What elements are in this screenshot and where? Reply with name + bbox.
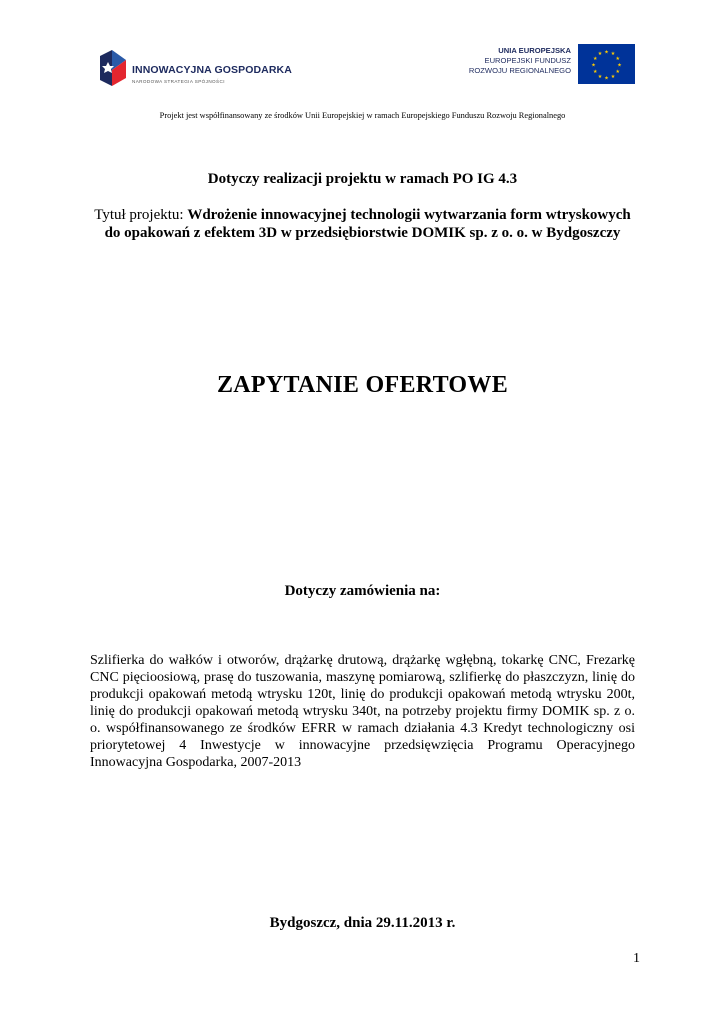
svg-text:★: ★ xyxy=(615,56,621,62)
svg-text:★: ★ xyxy=(604,49,609,56)
svg-text:★: ★ xyxy=(597,51,603,58)
eu-logo-text xyxy=(469,46,571,76)
eu-logo-line3: ROZWOJU REGIONALNEGO xyxy=(468,66,571,75)
svg-text:★: ★ xyxy=(604,75,609,82)
svg-text:★: ★ xyxy=(610,51,616,58)
svg-text:★: ★ xyxy=(615,69,621,75)
project-title-block xyxy=(90,206,635,242)
left-logo-name: INNOWACYJNA GOSPODARKA xyxy=(132,64,292,76)
left-logo-tagline: NARODOWA STRATEGIA SPÓJNOŚCI xyxy=(132,79,225,84)
innowacyjna-gospodarka-emblem-icon xyxy=(98,48,128,88)
svg-text:★: ★ xyxy=(597,73,603,80)
place-date: Bydgoszcz, dnia 29.11.2013 r. xyxy=(269,915,456,931)
page-number: 1 xyxy=(633,951,640,966)
project-title: Wdrożenie innowacyjnej technologii wytwarzania form wtryskowych do opakowań z efektem 3D w przedsiębiorstwie DOMIK sp. z o. o. w Bydgoszczy xyxy=(104,207,631,241)
eu-logo xyxy=(470,44,635,86)
document-heading: ZAPYTANIE OFERTOWE xyxy=(216,372,509,398)
svg-text:★: ★ xyxy=(591,62,596,69)
subject-line: Dotyczy realizacji projektu w ramach PO IG 4.3 xyxy=(207,171,518,187)
order-description: Szlifierka do wałków i otworów, drążarkę drutową, drążarkę wgłębną, tokarkę CNC, Frezarkę CNC pięcioosiową, prasę do tuszowania, maszynę pomiarową, szlifierkę do płaszczyzn, linię do produkcji opakowań metodą wtrysku 120t, linię do produkcji opakowań metodą wtrysku 200t, linię do produkcji opakowań metodą wtrysku 340t, na potrzeby projektu firmy DOMIK sp. z o. o. współfinansowanego ze środków EFRR w ramach działania 4.3 Kredyt technologiczny osi priorytetowej 4 Inwestycje w innowacyjne przedsięwzięcia Programu Operacyjnego Innowacyjna Gospodarka, 2007-2013 xyxy=(90,653,635,770)
innowacyjna-gospodarka-logo xyxy=(98,48,298,90)
svg-text:★: ★ xyxy=(617,62,622,69)
cofinancing-note: Projekt jest współfinansowany ze środków Unii Europejskiej w ramach Europejskiego Funduszu Rozwoju Regionalnego xyxy=(159,111,566,120)
project-title-prefix: Tytuł projektu: xyxy=(94,207,188,223)
eu-flag-icon xyxy=(578,44,635,84)
eu-logo-line1: UNIA EUROPEJSKA xyxy=(498,46,571,55)
svg-text:★: ★ xyxy=(592,56,598,62)
svg-text:★: ★ xyxy=(610,73,616,80)
svg-text:★: ★ xyxy=(592,69,598,75)
order-label: Dotyczy zamówienia na: xyxy=(284,583,441,599)
eu-logo-line2: EUROPEJSKI FUNDUSZ xyxy=(484,56,571,65)
